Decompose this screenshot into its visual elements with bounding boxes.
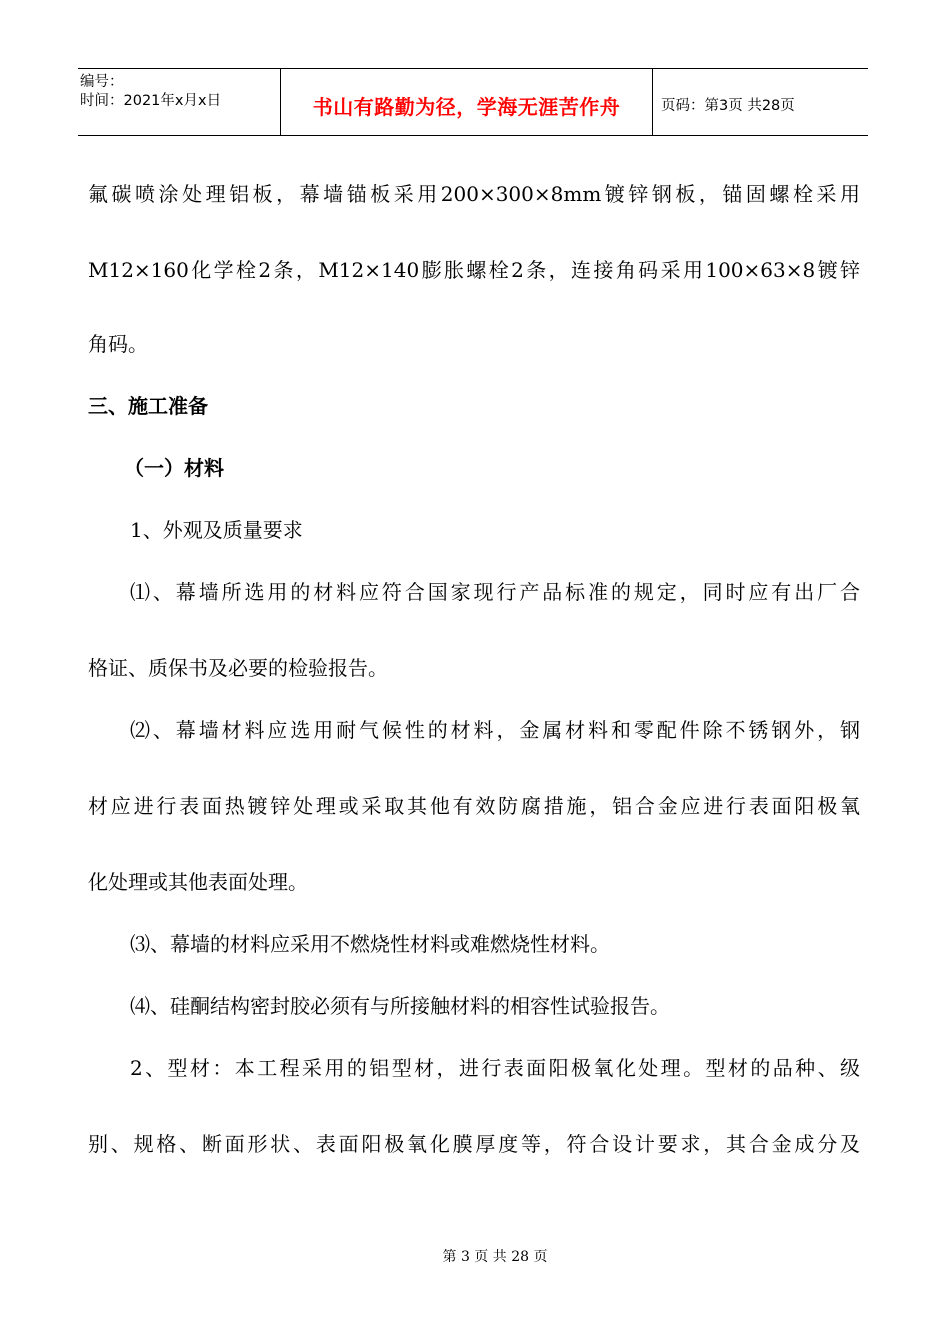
page-header xyxy=(78,68,868,136)
body-line: 角码。 xyxy=(88,332,148,356)
body-line: 氟碳喷涂处理铝板，幕墙锚板采用200×300×8mm镀锌钢板，锚固螺栓采用 xyxy=(88,182,860,206)
section-heading: 三、施工准备 xyxy=(88,394,208,418)
body-line: 材应进行表面热镀锌处理或采取其他有效防腐措施，铝合金应进行表面阳极氧 xyxy=(88,794,860,818)
body-line: ⑷、硅酮结构密封胶必须有与所接触材料的相容性试验报告。 xyxy=(130,994,670,1018)
document-date-label: 时间：2021年x月x日 xyxy=(80,93,222,109)
body-line: 格证、质保书及必要的检验报告。 xyxy=(88,656,388,680)
header-motto: 书山有路勤为径，学海无涯苦作舟 xyxy=(281,69,653,135)
body-line: 化处理或其他表面处理。 xyxy=(88,870,308,894)
subsection-heading: （一）材料 xyxy=(124,456,224,480)
page-footer: 第 3 页 共 28 页 xyxy=(442,1249,548,1265)
body-line: ⑴、幕墙所选用的材料应符合国家现行产品标准的规定，同时应有出厂合 xyxy=(130,580,860,604)
header-meta xyxy=(78,69,281,135)
header-page-number: 页码：第3页 共28页 xyxy=(661,97,795,114)
body-line: ⑶、幕墙的材料应采用不燃烧性材料或难燃烧性材料。 xyxy=(130,932,610,956)
body-line: 1、外观及质量要求 xyxy=(130,518,303,542)
body-line: ⑵、幕墙材料应选用耐气候性的材料，金属材料和零配件除不锈钢外，钢 xyxy=(130,718,860,742)
body-line: 别、规格、断面形状、表面阳极氧化膜厚度等，符合设计要求，其合金成分及 xyxy=(88,1132,860,1156)
document-number-label: 编号： xyxy=(80,74,124,90)
body-line: M12×160化学栓2条，M12×140膨胀螺栓2条，连接角码采用100×63×8镀锌 xyxy=(88,258,860,282)
body-line: 2、型材：本工程采用的铝型材，进行表面阳极氧化处理。型材的品种、级 xyxy=(130,1056,860,1080)
